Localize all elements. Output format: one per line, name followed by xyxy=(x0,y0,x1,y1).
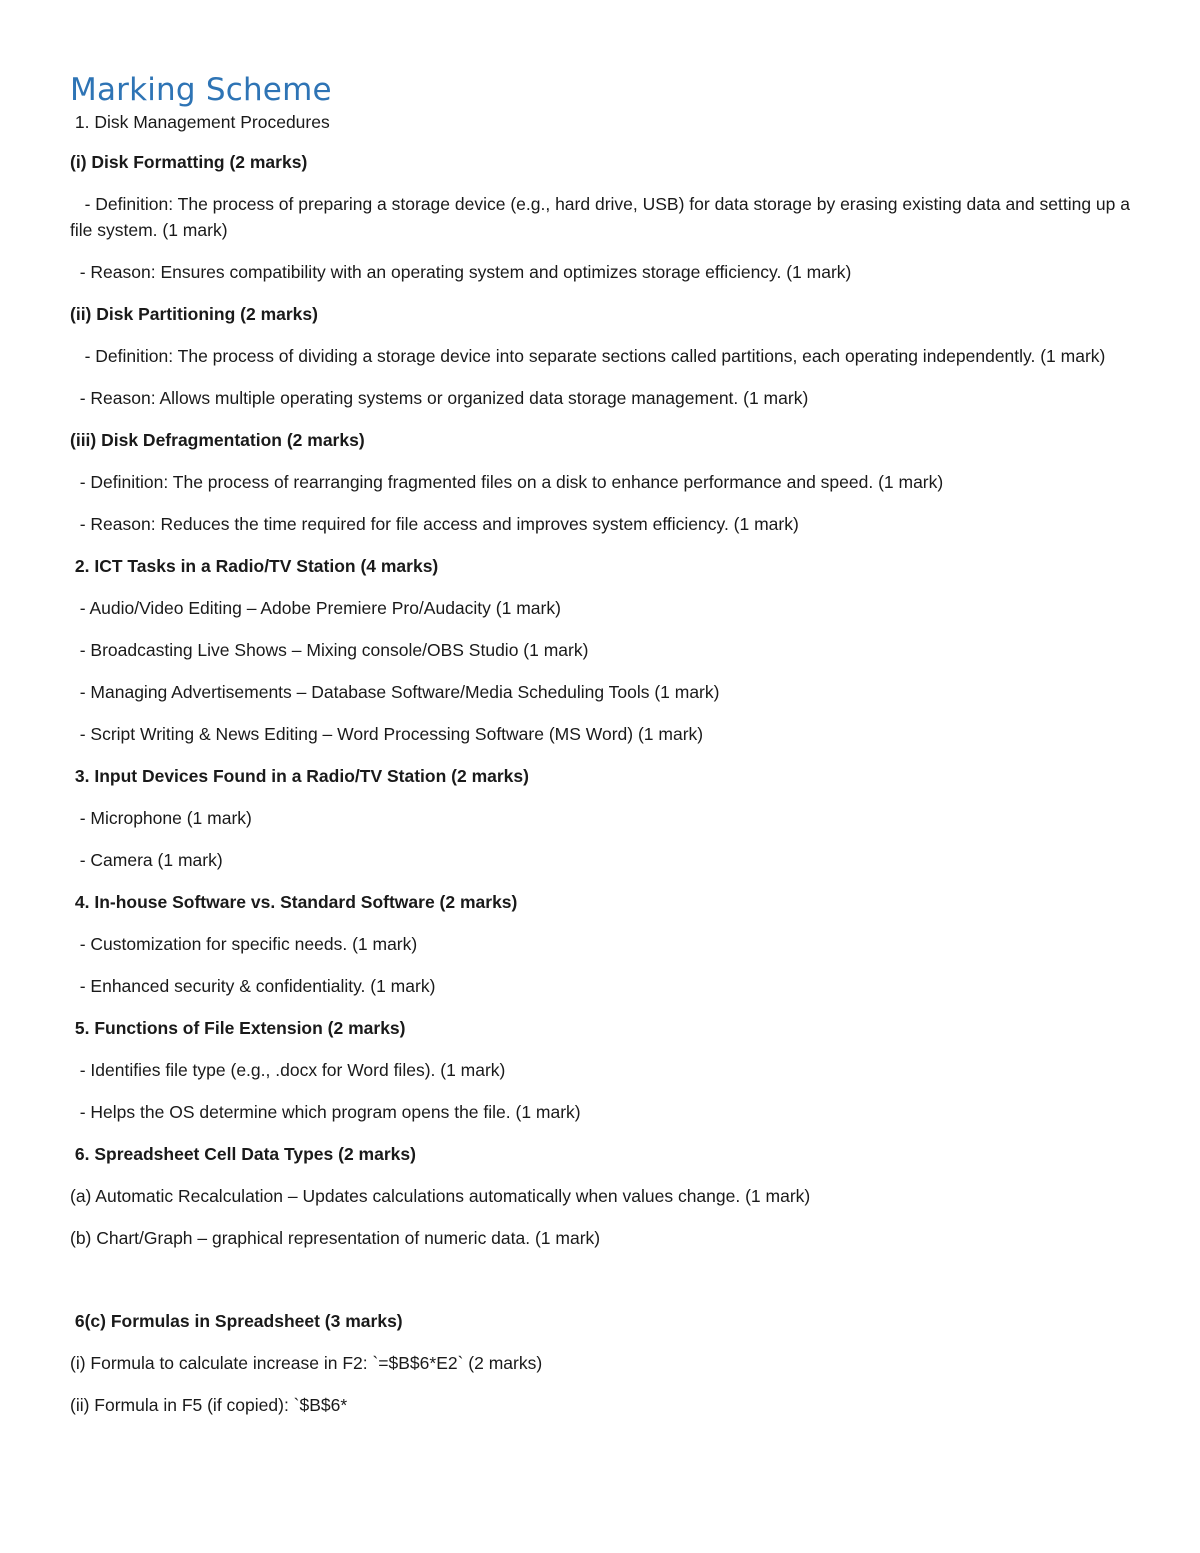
heading-spreadsheet-formulas: 6(c) Formulas in Spreadsheet (3 marks) xyxy=(70,1311,403,1331)
list-item: - Identifies file type (e.g., .docx for Word files). (1 mark) xyxy=(70,1060,506,1080)
document-page xyxy=(70,68,1135,1434)
heading-disk-partitioning: (ii) Disk Partitioning (2 marks) xyxy=(70,304,318,324)
list-item: - Managing Advertisements – Database Software/Media Scheduling Tools (1 mark) xyxy=(70,682,720,702)
list-item: - Script Writing & News Editing – Word Processing Software (MS Word) (1 mark) xyxy=(70,724,704,744)
heading-ict-tasks: 2. ICT Tasks in a Radio/TV Station (4 marks) xyxy=(70,556,439,576)
heading-input-devices: 3. Input Devices Found in a Radio/TV Station (2 marks) xyxy=(70,766,529,786)
list-item: (i) Formula to calculate increase in F2: `=$B$6*E2` (2 marks) xyxy=(70,1353,543,1373)
list-item: - Helps the OS determine which program opens the file. (1 mark) xyxy=(70,1102,581,1122)
list-item: - Reason: Reduces the time required for file access and improves system efficiency. (1 mark) xyxy=(70,514,799,534)
blank-space xyxy=(70,1267,1130,1308)
list-item: - Reason: Allows multiple operating systems or organized data storage management. (1 mark) xyxy=(70,388,809,408)
list-item: - Reason: Ensures compatibility with an operating system and optimizes storage efficiency. (1 mark) xyxy=(70,262,852,282)
list-item: - Microphone (1 mark) xyxy=(70,808,252,828)
list-item: (ii) Formula in F5 (if copied): `$B$6* xyxy=(70,1395,348,1415)
section-subtitle xyxy=(70,109,1130,135)
page-title: Marking Scheme xyxy=(70,72,332,108)
list-item: - Broadcasting Live Shows – Mixing console/OBS Studio (1 mark) xyxy=(70,640,589,660)
heading-file-extension: 5. Functions of File Extension (2 marks) xyxy=(70,1018,406,1038)
heading-inhouse-software: 4. In-house Software vs. Standard Software (2 marks) xyxy=(70,892,518,912)
heading-disk-formatting: (i) Disk Formatting (2 marks) xyxy=(70,152,308,172)
list-item: - Definition: The process of rearranging fragmented files on a disk to enhance performance and speed. (1 mark) xyxy=(70,472,944,492)
list-item: - Definition: The process of preparing a storage device (e.g., hard drive, USB) for data storage by erasing existing data and setting up a file system. (1 mark) xyxy=(70,194,1135,240)
list-item: - Enhanced security & confidentiality. (1 mark) xyxy=(70,976,436,996)
list-item: (a) Automatic Recalculation – Updates calculations automatically when values change. (1 mark) xyxy=(70,1186,811,1206)
subtitle-text: 1. Disk Management Procedures xyxy=(74,112,330,132)
list-item: - Camera (1 mark) xyxy=(70,850,223,870)
list-item: - Audio/Video Editing – Adobe Premiere Pro/Audacity (1 mark) xyxy=(70,598,561,618)
list-item: (b) Chart/Graph – graphical representation of numeric data. (1 mark) xyxy=(70,1228,601,1248)
heading-spreadsheet-data-types: 6. Spreadsheet Cell Data Types (2 marks) xyxy=(70,1144,416,1164)
list-item: - Customization for specific needs. (1 mark) xyxy=(70,934,418,954)
heading-disk-defragmentation: (iii) Disk Defragmentation (2 marks) xyxy=(70,430,365,450)
list-item: - Definition: The process of dividing a storage device into separate sections called partitions, each operating independently. (1 mark) xyxy=(70,346,1106,366)
